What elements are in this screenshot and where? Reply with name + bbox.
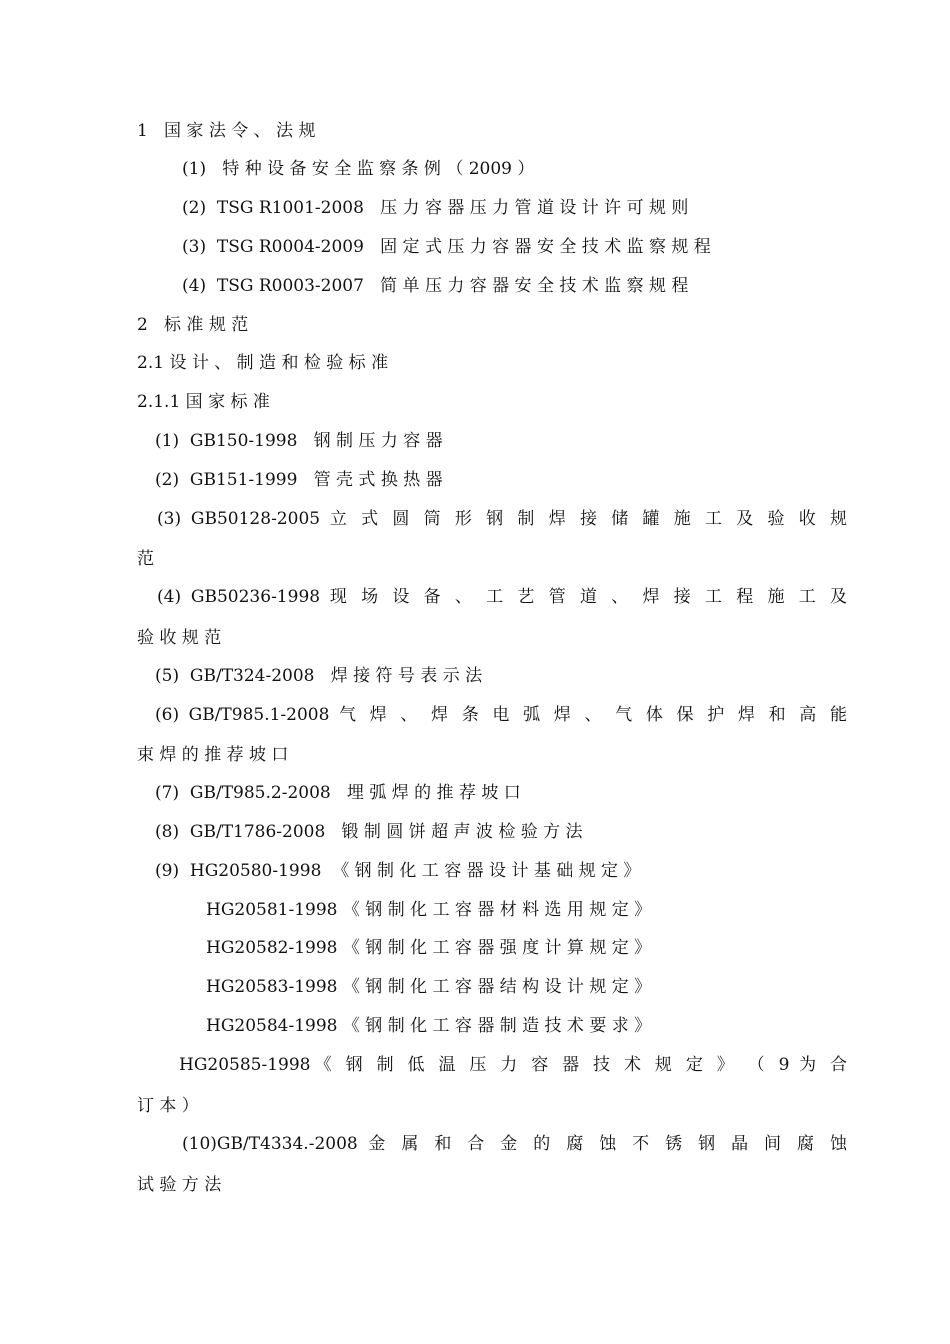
standard-item-6: (6) GB/T985.1-2008 气 焊 、 焊 条 电 弧 焊 、 气 体 保 护 焊 和 高 能 xyxy=(155,705,847,725)
standard-item-8: (8) GB/T1786-2008 锻 制 圆 饼 超 声 波 检 验 方 法 xyxy=(155,822,583,842)
standard-item-3-cont: 范 xyxy=(137,549,154,569)
regulation-item-3: (3) TSG R0004-2009 固 定 式 压 力 容 器 安 全 技 术 监 察 规 程 xyxy=(182,237,711,257)
standard-item-3: (3) GB50128-2005 立 式 圆 筒 形 钢 制 焊 接 储 罐 施 工 及 验 收 规 xyxy=(157,509,847,529)
regulation-item-1: (1) 特 种 设 备 安 全 监 察 条 例 （ 2009 ） xyxy=(182,159,535,179)
section-1-title: 1 国 家 法 令 、 法 规 xyxy=(137,121,316,141)
standard-item-7: (7) GB/T985.2-2008 埋 弧 焊 的 推 荐 坡 口 xyxy=(155,783,521,803)
standard-item-9-hg20585-cont: 订 本 ） xyxy=(137,1096,199,1116)
standard-item-1: (1) GB150-1998 钢 制 压 力 容 器 xyxy=(155,431,443,451)
standard-item-2: (2) GB151-1999 管 壳 式 换 热 器 xyxy=(155,470,443,490)
standard-item-9: (9) HG20580-1998 《 钢 制 化 工 容 器 设 计 基 础 规 定 》 xyxy=(155,861,641,881)
section-2-1-1-title: 2.1.1 国 家 标 准 xyxy=(137,392,270,412)
standard-item-4: (4) GB50236-1998 现 场 设 备 、 工 艺 管 道 、 焊 接 工 程 施 工 及 xyxy=(157,587,847,607)
standard-item-4-cont: 验 收 规 范 xyxy=(137,628,222,648)
standard-item-5: (5) GB/T324-2008 焊 接 符 号 表 示 法 xyxy=(155,666,483,686)
standard-item-6-cont: 束 焊 的 推 荐 坡 口 xyxy=(137,745,289,765)
section-2-title: 2 标 准 规 范 xyxy=(137,315,249,335)
standard-item-9-hg20581: HG20581-1998 《 钢 制 化 工 容 器 材 料 选 用 规 定 》 xyxy=(206,900,652,920)
regulation-item-2: (2) TSG R1001-2008 压 力 容 器 压 力 管 道 设 计 许 可 规 则 xyxy=(182,198,689,218)
standard-item-9-hg20583: HG20583-1998 《 钢 制 化 工 容 器 结 构 设 计 规 定 》 xyxy=(206,977,652,997)
regulation-item-4: (4) TSG R0003-2007 简 单 压 力 容 器 安 全 技 术 监 察 规 程 xyxy=(182,276,689,296)
standard-item-10-cont: 试 验 方 法 xyxy=(137,1175,222,1195)
section-2-1-title: 2.1 设 计 、 制 造 和 检 验 标 准 xyxy=(137,353,389,373)
standard-item-9-hg20585: HG20585-1998《 钢 制 低 温 压 力 容 器 技 术 规 定 》 （ 9 为 合 xyxy=(179,1055,847,1075)
standard-item-10: (10)GB/T4334.-2008 金 属 和 合 金 的 腐 蚀 不 锈 钢 晶 间 腐 蚀 xyxy=(182,1134,847,1154)
standard-item-9-hg20584: HG20584-1998 《 钢 制 化 工 容 器 制 造 技 术 要 求 》 xyxy=(206,1016,652,1036)
standard-item-9-hg20582: HG20582-1998 《 钢 制 化 工 容 器 强 度 计 算 规 定 》 xyxy=(206,938,652,958)
